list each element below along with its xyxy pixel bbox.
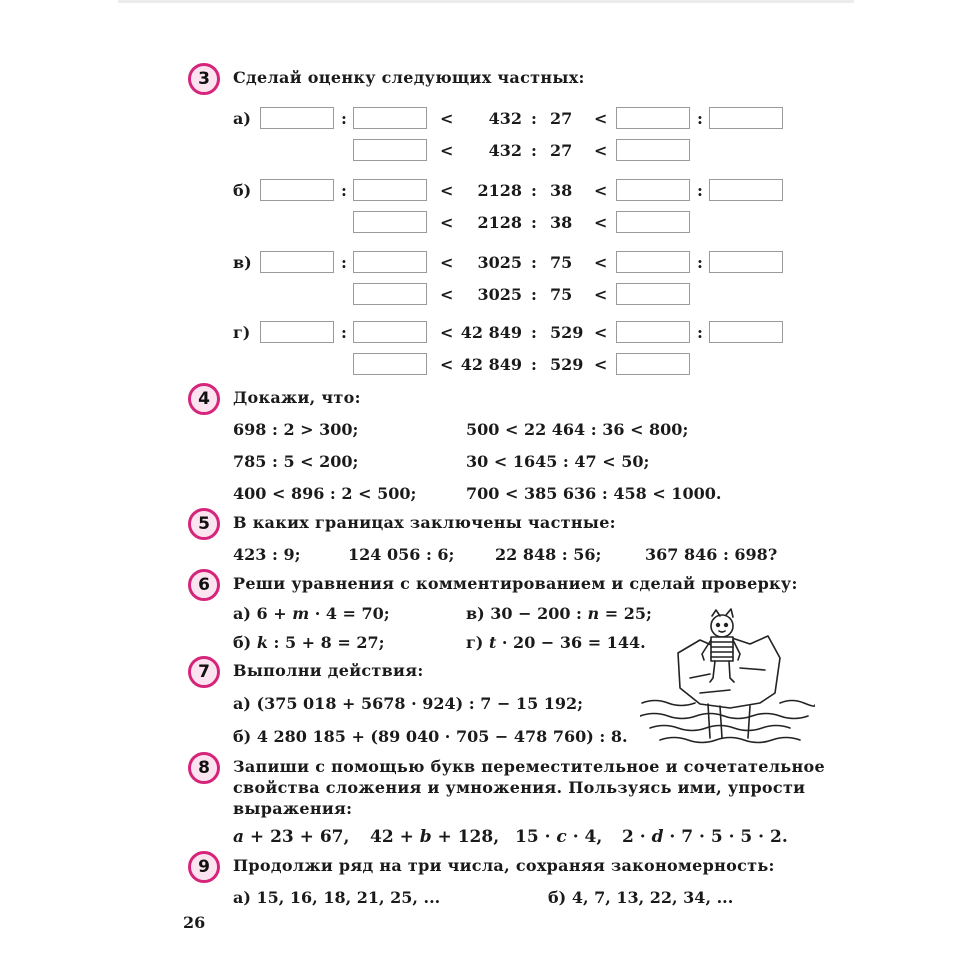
colon: :: [697, 323, 703, 342]
sequence-a: а) 15, 16, 18, 21, 25, ...: [233, 888, 441, 907]
divisor: 529: [550, 323, 584, 342]
less-than: <: [440, 355, 454, 374]
item-label: в): [233, 253, 252, 272]
answer-box[interactable]: [709, 179, 783, 201]
division-sign: :: [531, 109, 537, 128]
less-than: <: [440, 253, 454, 272]
less-than: <: [594, 181, 608, 200]
division-sign: :: [531, 323, 537, 342]
dividend: 42 849: [460, 323, 522, 342]
dividend: 2128: [477, 181, 522, 200]
task-number-badge: [188, 656, 220, 688]
answer-box[interactable]: [616, 179, 690, 201]
divisor: 38: [550, 213, 573, 232]
colon: :: [341, 323, 347, 342]
divisor: 27: [550, 141, 573, 160]
less-than: <: [440, 285, 454, 304]
divisor: 75: [550, 253, 573, 272]
inequality: 700 < 385 636 : 458 < 1000.: [466, 484, 722, 503]
task-title: Докажи, что:: [233, 388, 361, 407]
task-title: Реши уравнения с комментированием и сделай проверку:: [233, 574, 798, 593]
task-text-line: свойства сложения и умножения. Пользуясь ими, упрости: [233, 778, 806, 797]
answer-box[interactable]: [353, 179, 427, 201]
equation-a: а) 6 + m · 4 = 70;: [233, 604, 390, 623]
division-sign: :: [531, 213, 537, 232]
item-label: б): [233, 181, 252, 200]
less-than: <: [440, 141, 454, 160]
answer-box[interactable]: [353, 353, 427, 375]
inequality: 400 < 896 : 2 < 500;: [233, 484, 417, 503]
less-than: <: [440, 109, 454, 128]
expression-4: 2 · d · 7 · 5 · 5 · 2.: [622, 827, 788, 847]
item-label: г): [233, 323, 251, 342]
answer-box[interactable]: [616, 251, 690, 273]
task-number: 7: [198, 662, 210, 682]
task-text-line: Запиши с помощью букв переместительное и сочетательное: [233, 757, 825, 776]
dividend: 2128: [477, 213, 522, 232]
task-number-badge: [188, 851, 220, 883]
colon: :: [341, 109, 347, 128]
quotient: 423 : 9;: [233, 545, 301, 564]
equation-g: г) t · 20 − 36 = 144.: [466, 633, 646, 652]
answer-box[interactable]: [260, 107, 334, 129]
answer-box[interactable]: [616, 107, 690, 129]
task-number: 9: [198, 857, 210, 877]
expression-1: a + 23 + 67,: [233, 827, 350, 847]
task-title: Сделай оценку следующих частных:: [233, 68, 585, 87]
dividend: 42 849: [460, 355, 522, 374]
answer-box[interactable]: [616, 321, 690, 343]
answer-box[interactable]: [616, 353, 690, 375]
answer-box[interactable]: [353, 107, 427, 129]
inequality: 785 : 5 < 200;: [233, 452, 359, 471]
less-than: <: [440, 213, 454, 232]
colon: :: [697, 253, 703, 272]
less-than: <: [440, 323, 454, 342]
task-title: Выполни действия:: [233, 661, 424, 680]
quotient: 22 848 : 56;: [495, 545, 602, 564]
less-than: <: [594, 109, 608, 128]
divisor: 38: [550, 181, 573, 200]
page-number: 26: [183, 913, 206, 932]
less-than: <: [594, 285, 608, 304]
divisor: 75: [550, 285, 573, 304]
expression-3: 15 · c · 4,: [515, 827, 603, 847]
item-label: а): [233, 109, 251, 128]
inequality: 500 < 22 464 : 36 < 800;: [466, 420, 689, 439]
less-than: <: [440, 181, 454, 200]
answer-box[interactable]: [353, 251, 427, 273]
top-border: [118, 0, 854, 3]
task-number-badge: [188, 508, 220, 540]
colon: :: [341, 253, 347, 272]
answer-box[interactable]: [353, 283, 427, 305]
dividend: 432: [488, 109, 522, 128]
equation-v: в) 30 − 200 : n = 25;: [466, 604, 652, 623]
task-number: 5: [198, 514, 210, 534]
answer-box[interactable]: [260, 251, 334, 273]
answer-box[interactable]: [353, 139, 427, 161]
answer-box[interactable]: [260, 179, 334, 201]
task-number: 4: [198, 389, 210, 409]
division-sign: :: [531, 285, 537, 304]
dividend: 3025: [477, 253, 522, 272]
boy-on-ice-floe-illustration: [640, 608, 815, 748]
task-number: 6: [198, 575, 210, 595]
division-sign: :: [531, 141, 537, 160]
less-than: <: [594, 253, 608, 272]
task-number-badge: [188, 569, 220, 601]
answer-box[interactable]: [709, 251, 783, 273]
answer-box[interactable]: [260, 321, 334, 343]
expression-a: а) (375 018 + 5678 · 924) : 7 − 15 192;: [233, 694, 584, 713]
task-number-badge: [188, 383, 220, 415]
answer-box[interactable]: [709, 107, 783, 129]
sequence-b: б) 4, 7, 13, 22, 34, ...: [548, 888, 734, 907]
colon: :: [697, 181, 703, 200]
answer-box[interactable]: [353, 211, 427, 233]
task-number: 3: [198, 69, 210, 89]
dividend: 3025: [477, 285, 522, 304]
less-than: <: [594, 355, 608, 374]
less-than: <: [594, 141, 608, 160]
answer-box[interactable]: [709, 321, 783, 343]
divisor: 27: [550, 109, 573, 128]
answer-box[interactable]: [616, 283, 690, 305]
expression-2: 42 + b + 128,: [370, 827, 500, 847]
inequality: 698 : 2 > 300;: [233, 420, 359, 439]
inequality: 30 < 1645 : 47 < 50;: [466, 452, 650, 471]
answer-box[interactable]: [353, 321, 427, 343]
less-than: <: [594, 323, 608, 342]
colon: :: [697, 109, 703, 128]
quotient: 124 056 : 6;: [348, 545, 455, 564]
task-number-badge: [188, 63, 220, 95]
task-title: Продолжи ряд на три числа, сохраняя закономерность:: [233, 856, 775, 875]
expression-b: б) 4 280 185 + (89 040 · 705 − 478 760) : 8.: [233, 727, 628, 746]
division-sign: :: [531, 253, 537, 272]
division-sign: :: [531, 355, 537, 374]
answer-box[interactable]: [616, 211, 690, 233]
quotient: 367 846 : 698?: [645, 545, 778, 564]
dividend: 432: [488, 141, 522, 160]
colon: :: [341, 181, 347, 200]
task-number: 8: [198, 758, 210, 778]
division-sign: :: [531, 181, 537, 200]
task-title: В каких границах заключены частные:: [233, 513, 616, 532]
task-text-line: выражения:: [233, 799, 353, 818]
equation-b: б) k : 5 + 8 = 27;: [233, 633, 385, 652]
answer-box[interactable]: [616, 139, 690, 161]
task-number-badge: [188, 752, 220, 784]
divisor: 529: [550, 355, 584, 374]
less-than: <: [594, 213, 608, 232]
